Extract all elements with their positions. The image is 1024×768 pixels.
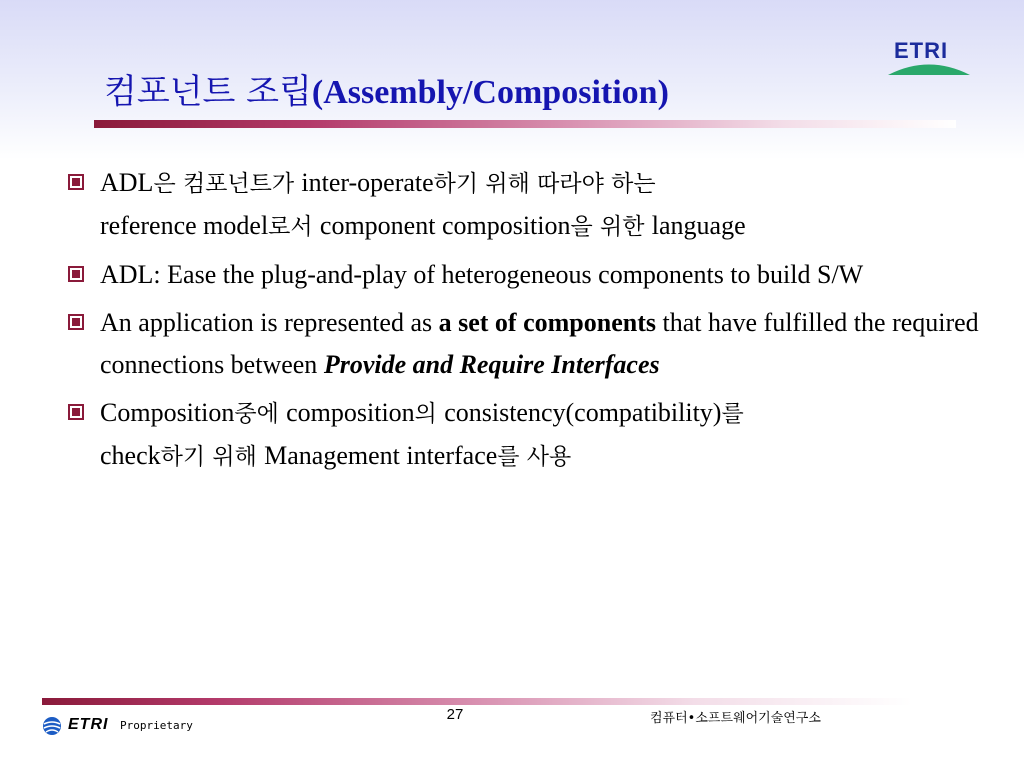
bullet-emphasis: Provide and Require Interfaces [323,350,660,379]
bullet-emphasis: a set of components [438,308,656,337]
square-bullet-icon [68,266,84,282]
bullet-text: consistency(compatibility) [444,398,722,427]
bullet-text: ADL [100,168,154,197]
square-bullet-icon [68,404,84,420]
bullet-text: inter-operate [301,168,434,197]
bullet-text: component composition [319,211,571,240]
bullet-list [68,162,988,484]
bullet-item-adl-definition [68,162,988,248]
bullet-text: 중에 [234,401,287,427]
square-bullet-icon [68,174,84,190]
bullet-text: An application is represented as [100,308,439,337]
footer-institute: 컴퓨터•소프트웨어기술연구소 [650,711,821,726]
bullet-text: Management interface [264,441,498,470]
slide-title [104,74,669,111]
bullet-item-adl-ease [68,254,988,296]
bullet-text: 를 사용 [497,444,572,470]
globe-icon [42,716,62,736]
title-korean: 컴포넌트 조립 [104,72,312,112]
footer-proprietary: Proprietary [120,719,193,732]
bullet-text: reference model [100,211,269,240]
footer-rule [42,698,912,705]
bullet-text: Composition [100,398,235,427]
bullet-text: ADL: Ease the plug-and-play of heterogeneous components to build S/W [100,260,864,289]
bullet-text: language [651,211,746,240]
footer-logo [42,714,242,738]
etri-logo [886,38,972,74]
page-number: 27 [446,706,464,723]
title-english: (Assembly/Composition) [311,74,669,111]
bullet-text: 의 [414,401,445,427]
bullet-text: 을 위한 [570,214,652,240]
square-bullet-icon [68,314,84,330]
logo-arc-icon [886,60,972,76]
etri-logo-text: ETRI [894,38,949,63]
bullet-item-application [68,302,988,386]
title-underline [94,120,956,128]
bullet-text: 은 컴포넌트가 [153,171,302,197]
bullet-text: composition [286,398,415,427]
bullet-text: 로서 [268,214,320,240]
bullet-text: 하기 위해 [160,444,265,470]
bullet-text: that have fulfilled the required connections between [100,308,979,379]
bullet-text: 를 [721,401,744,427]
footer-brand: ETRI [68,716,109,733]
bullet-text: check [100,441,161,470]
bullet-text: 하기 위해 따라야 하는 [433,171,656,197]
bullet-item-composition-check [68,392,988,478]
